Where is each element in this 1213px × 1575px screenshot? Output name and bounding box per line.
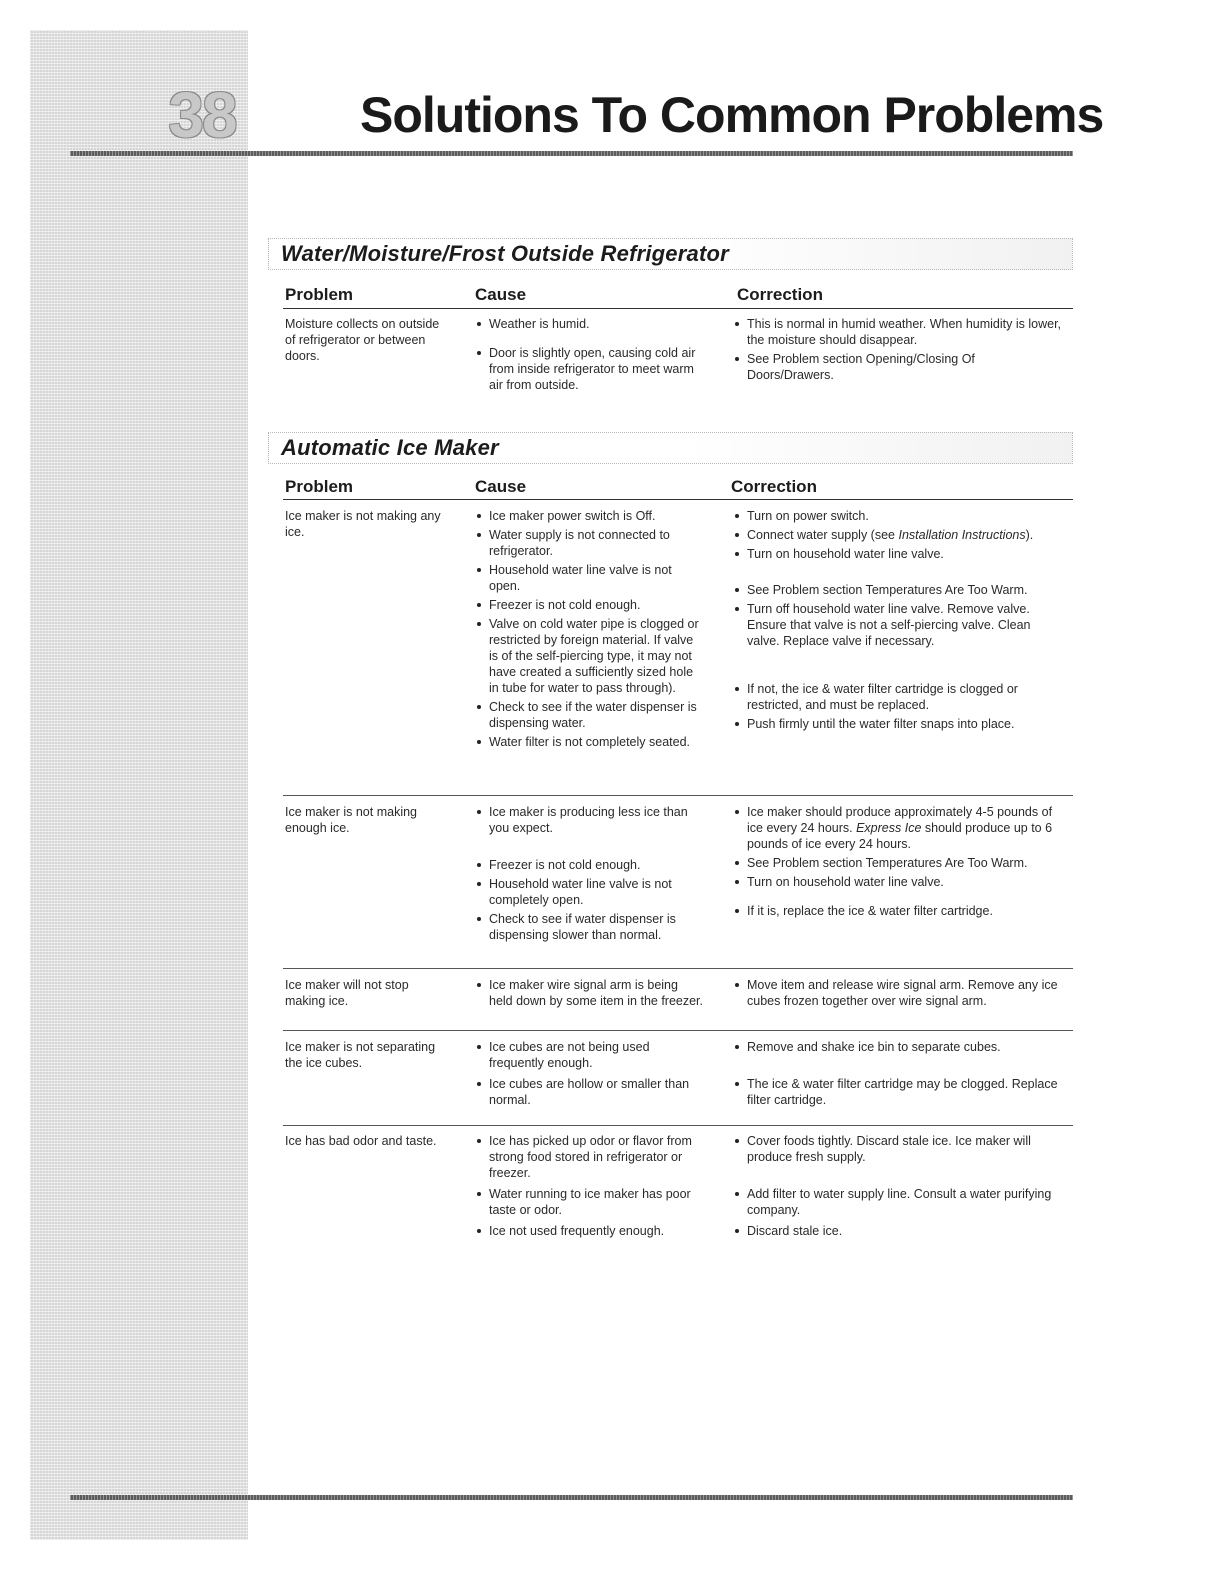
- cause-list: [475, 977, 703, 1009]
- cause-item: Door is slightly open, causing cold air from inside refrigerator to meet warm air from outside.: [475, 345, 703, 393]
- cause-item: Ice maker power switch is Off.: [475, 508, 703, 524]
- row-divider: [283, 1125, 1073, 1126]
- header-divider: [283, 499, 1073, 500]
- cause-item: Valve on cold water pipe is clogged or restricted by foreign material. If valve is of the self-piercing type, it may not have created a sufficiently sized hole in tube for water to pass through).: [475, 616, 703, 696]
- column-header-problem: Problem: [285, 477, 354, 496]
- correction-text: Connect water supply (see: [747, 528, 899, 542]
- correction-item: Add filter to water supply line. Consult a water purifying company.: [733, 1186, 1063, 1218]
- page-title: Solutions To Common Problems: [360, 87, 1104, 143]
- page-number: 38: [168, 79, 236, 151]
- correction-item: If not, the ice & water filter cartridge is clogged or restricted, and must be replaced.: [733, 681, 1063, 713]
- page-margin-band: [30, 30, 248, 1540]
- row-divider: [283, 968, 1073, 969]
- cause-item: Household water line valve is not open.: [475, 562, 703, 594]
- correction-text: Ice maker should produce approximately 4-5 pounds of ice every 24 hours.: [747, 805, 1053, 835]
- header-divider: [283, 308, 1073, 309]
- correction-list: [733, 977, 1063, 1009]
- correction-list: [733, 1039, 1063, 1108]
- correction-item: The ice & water filter cartridge may be clogged. Replace filter cartridge.: [733, 1076, 1063, 1108]
- cause-item: Ice maker wire signal arm is being held down by some item in the freezer.: [475, 977, 703, 1009]
- correction-list: [733, 316, 1063, 383]
- problem-text: Ice maker is not making any ice.: [285, 509, 441, 539]
- correction-item: Turn on power switch.: [733, 508, 1063, 524]
- cause-item: Ice not used frequently enough.: [475, 1223, 703, 1239]
- correction-item: Turn off household water line valve. Remove valve. Ensure that valve is not a self-piercing valve. Clean valve. Replace valve if necessary.: [733, 601, 1063, 649]
- cause-item: Water running to ice maker has poor taste or odor.: [475, 1186, 703, 1218]
- cause-item: Ice has picked up odor or flavor from strong food stored in refrigerator or freezer.: [475, 1133, 703, 1181]
- correction-item: [733, 527, 1063, 543]
- correction-item: See Problem section Temperatures Are Too Warm.: [733, 855, 1063, 871]
- cause-list: [475, 1039, 703, 1108]
- correction-item: Push firmly until the water filter snaps into place.: [733, 716, 1063, 732]
- cause-item: Ice cubes are not being used frequently enough.: [475, 1039, 703, 1071]
- cause-item: Check to see if water dispenser is dispensing slower than normal.: [475, 911, 703, 943]
- cause-item: Ice maker is producing less ice than you expect.: [475, 804, 703, 836]
- column-header-correction: Correction: [737, 285, 823, 304]
- cause-item: Water supply is not connected to refrigerator.: [475, 527, 703, 559]
- correction-text: ).: [1025, 528, 1034, 542]
- section-title: Automatic Ice Maker: [281, 435, 499, 460]
- cause-list: [475, 316, 703, 393]
- correction-reference: Installation Instructions: [898, 528, 1026, 542]
- cause-list: [475, 804, 703, 943]
- correction-item: Discard stale ice.: [733, 1223, 1063, 1239]
- correction-item: Turn on household water line valve.: [733, 546, 1063, 562]
- column-header-cause: Cause: [475, 285, 527, 304]
- correction-item: This is normal in humid weather. When humidity is lower, the moisture should disappear.: [733, 316, 1063, 348]
- correction-item: Move item and release wire signal arm. Remove any ice cubes frozen together over wire signal arm.: [733, 977, 1063, 1009]
- column-header-correction: Correction: [731, 477, 817, 496]
- section-banner-automatic-ice-maker: [268, 432, 1073, 464]
- cause-item: Weather is humid.: [475, 316, 703, 332]
- correction-item: See Problem section Temperatures Are Too Warm.: [733, 582, 1063, 598]
- correction-item: Cover foods tightly. Discard stale ice. Ice maker will produce fresh supply.: [733, 1133, 1063, 1165]
- cause-list: [475, 1133, 703, 1239]
- cause-item: Freezer is not cold enough.: [475, 857, 703, 873]
- correction-list: [733, 804, 1063, 919]
- correction-item: See Problem section Opening/Closing Of Doors/Drawers.: [733, 351, 1063, 383]
- correction-item: Remove and shake ice bin to separate cubes.: [733, 1039, 1063, 1055]
- cause-list: [475, 508, 703, 750]
- cause-item: Ice cubes are hollow or smaller than normal.: [475, 1076, 703, 1108]
- section-banner-water-moisture-frost: [268, 238, 1073, 270]
- cause-item: Household water line valve is not completely open.: [475, 876, 703, 908]
- problem-text: Moisture collects on outside of refrigerator or between doors.: [285, 317, 440, 363]
- column-header-problem: Problem: [285, 285, 354, 304]
- section-title: Water/Moisture/Frost Outside Refrigerator: [281, 241, 729, 266]
- cause-item: Water filter is not completely seated.: [475, 734, 703, 750]
- header-rule: [70, 151, 1073, 156]
- row-divider: [283, 795, 1073, 796]
- problem-text: Ice maker is not making enough ice.: [285, 805, 417, 835]
- cause-item: Check to see if the water dispenser is dispensing water.: [475, 699, 703, 731]
- correction-text: should produce up to 6 pounds of ice every 24 hours.: [747, 821, 1053, 851]
- row-divider: [283, 1030, 1073, 1031]
- correction-item: Turn on household water line valve.: [733, 874, 1063, 890]
- column-header-cause: Cause: [475, 477, 527, 496]
- footer-rule: [70, 1495, 1073, 1500]
- correction-item: [733, 804, 1063, 852]
- problem-text: Ice has bad odor and taste.: [285, 1134, 437, 1148]
- cause-item: Freezer is not cold enough.: [475, 597, 703, 613]
- correction-item: If it is, replace the ice & water filter cartridge.: [733, 903, 1063, 919]
- problem-text: Ice maker is not separating the ice cubes.: [285, 1040, 436, 1070]
- problem-text: Ice maker will not stop making ice.: [285, 978, 409, 1008]
- correction-list: [733, 1133, 1063, 1239]
- correction-product-name: Express Ice: [856, 821, 922, 835]
- correction-list: [733, 508, 1063, 732]
